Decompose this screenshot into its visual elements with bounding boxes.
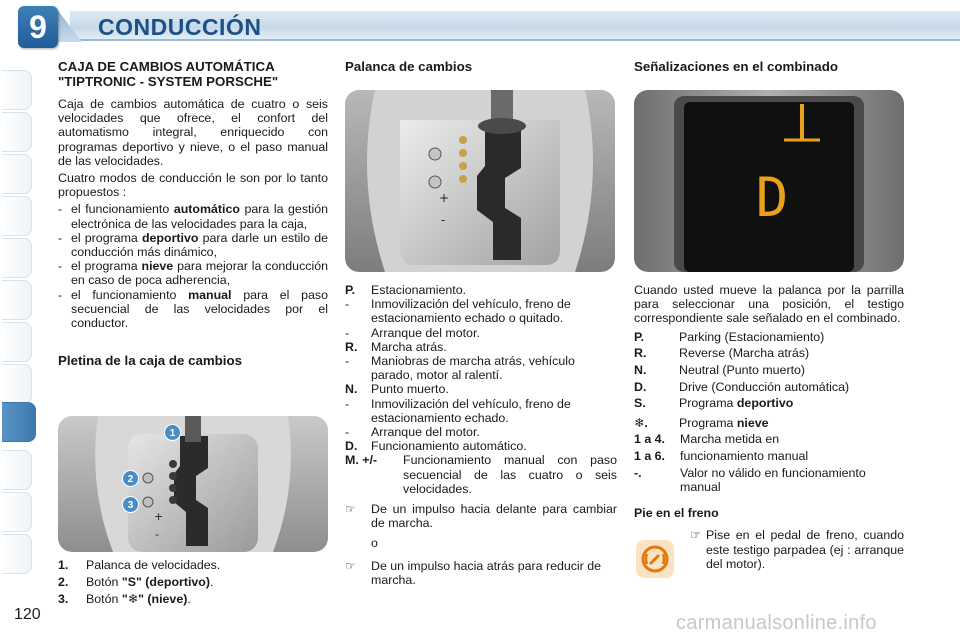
- page-header: [0, 0, 960, 48]
- section-heading-tiptronic: CAJA DE CAMBIOS AUTOMÁTICA "TIPTRONIC - SYSTEM PORSCHE": [58, 59, 279, 89]
- mode-item: - el programa nieve para mejorar la conducción en caso de poca adherencia,: [58, 259, 328, 288]
- lever-item-manual: M. +/- Funcionamiento manual con paso secuencial de las cuatro o seis velocidades.: [345, 453, 617, 496]
- svg-text:+: +: [439, 191, 450, 205]
- middle-column: [345, 60, 617, 75]
- lever-item: - Arranque del motor.: [345, 325, 480, 340]
- page-title: CONDUCCIÓN: [98, 14, 262, 40]
- modes-intro: Cuatro modos de conducción le son por lo tanto propuestos :: [58, 171, 328, 200]
- brake-text: Pise en el pedal de freno, cuando este testigo parpadea (ej : arranque del motor).: [706, 528, 904, 571]
- display-item: N. Neutral (Punto muerto): [634, 363, 806, 378]
- display-item-snow: ❄. Programa nieve: [634, 415, 769, 430]
- or-separator: o: [371, 536, 378, 551]
- chapter-tab[interactable]: [2, 280, 32, 320]
- mode-item: - el funcionamiento manual para el paso secuencial de las velocidades por el conductor.: [58, 287, 328, 331]
- watermark: carmanualsonline.info: [676, 612, 877, 634]
- display-item: D. Drive (Conducción automática): [634, 379, 850, 394]
- mode-item: - el funcionamiento automático para la gestión electrónica de las velocidades para la caja,: [58, 202, 328, 231]
- section-heading-display: Señalizaciones en el combinado: [634, 59, 838, 74]
- chapter-tab[interactable]: [2, 112, 32, 152]
- svg-text:+: +: [154, 510, 164, 523]
- chapter-tab-active[interactable]: [2, 402, 36, 442]
- callout-3: 3: [122, 496, 139, 513]
- page-number: 120: [14, 606, 41, 623]
- chapter-tab[interactable]: [2, 322, 32, 362]
- brake-heading: Pie en el freno: [634, 506, 719, 521]
- mode-item: - el programa deportivo para darle un estilo de conducción más dinámico,: [58, 230, 328, 260]
- left-column: [58, 60, 328, 369]
- svg-text:-: -: [155, 528, 159, 541]
- display-item: -. Valor no válido en funcionamiento manual: [634, 465, 866, 494]
- display-item: R. Reverse (Marcha atrás): [634, 346, 810, 361]
- lever-item: - Inmovilización del vehículo, freno de estacionamiento echado.: [345, 396, 571, 425]
- chapter-tab[interactable]: [2, 70, 32, 110]
- hint-downshift: ☞ De un impulso hacia atrás para reducir de marcha.: [345, 558, 602, 587]
- display-intro: Cuando usted mueve la palanca por la parrilla para seleccionar una posición, el testigo correspondiente sale señalado en el combinado.: [634, 283, 904, 326]
- instrument-display-photo: [634, 90, 904, 272]
- lever-item: - Inmovilización del vehículo, freno de estacionamiento echado o quitado.: [345, 297, 571, 326]
- lever-item: D. Funcionamiento automático.: [345, 439, 527, 454]
- brake-warning: [634, 528, 904, 583]
- lever-item: P. Estacionamiento.: [345, 283, 467, 297]
- svg-text:-: -: [441, 213, 446, 227]
- chapter-tab[interactable]: [2, 534, 32, 574]
- plate-legend: [58, 558, 328, 607]
- legend-item: 3. Botón "❄" (nieve).: [58, 592, 191, 607]
- gear-lever-photo: [345, 90, 615, 272]
- gear-plate-photo: [58, 416, 328, 552]
- chapter-tab[interactable]: [2, 238, 32, 278]
- chapter-number-badge: 9: [18, 6, 58, 48]
- section-heading-lever: Palanca de cambios: [345, 59, 473, 74]
- chapter-tabs: [0, 70, 38, 590]
- foot-on-brake-icon: [634, 528, 690, 583]
- display-legend: [634, 283, 904, 584]
- display-item: S. Programa deportivo: [634, 396, 794, 411]
- lever-item: R. Marcha atrás.: [345, 339, 447, 354]
- display-item: P. Parking (Estacionamiento): [634, 329, 825, 344]
- hand-pointer-icon: ☞: [345, 558, 356, 573]
- chapter-tab[interactable]: [2, 364, 32, 404]
- lever-positions: [345, 283, 617, 587]
- chapter-tab[interactable]: [2, 154, 32, 194]
- legend-item: 2. Botón "S" (deportivo).: [58, 575, 214, 590]
- callout-1: 1: [164, 424, 181, 441]
- chapter-tab[interactable]: [2, 492, 32, 532]
- lever-item: - Arranque del motor.: [345, 425, 480, 440]
- right-column: [634, 60, 904, 75]
- display-item: 1 a 6. funcionamiento manual: [634, 449, 809, 464]
- lever-item: - Maniobras de marcha atrás, vehículo parado, motor al ralentí.: [345, 354, 575, 383]
- hint-upshift: ☞ De un impulso hacia delante para cambiar de marcha.: [345, 502, 617, 531]
- section-heading-plate: Pletina de la caja de cambios: [58, 353, 243, 369]
- chapter-tab[interactable]: [2, 196, 32, 236]
- callout-2: 2: [122, 470, 139, 487]
- legend-item: 1. Palanca de velocidades.: [58, 558, 221, 572]
- chapter-tab[interactable]: [2, 450, 32, 490]
- intro-paragraph: Caja de cambios automática de cuatro o seis velocidades que ofrece, el confort del automatismo integral, enriquecido con programas deportivo y nieve, o el paso manual de las velocidades.: [58, 97, 328, 168]
- hand-pointer-icon: ☞: [690, 528, 702, 543]
- display-item: 1 a 4. Marcha metida en: [634, 432, 780, 447]
- gear-indicator-letter: D: [755, 166, 789, 229]
- hand-pointer-icon: ☞: [345, 502, 356, 517]
- lever-item: N. Punto muerto.: [345, 382, 449, 397]
